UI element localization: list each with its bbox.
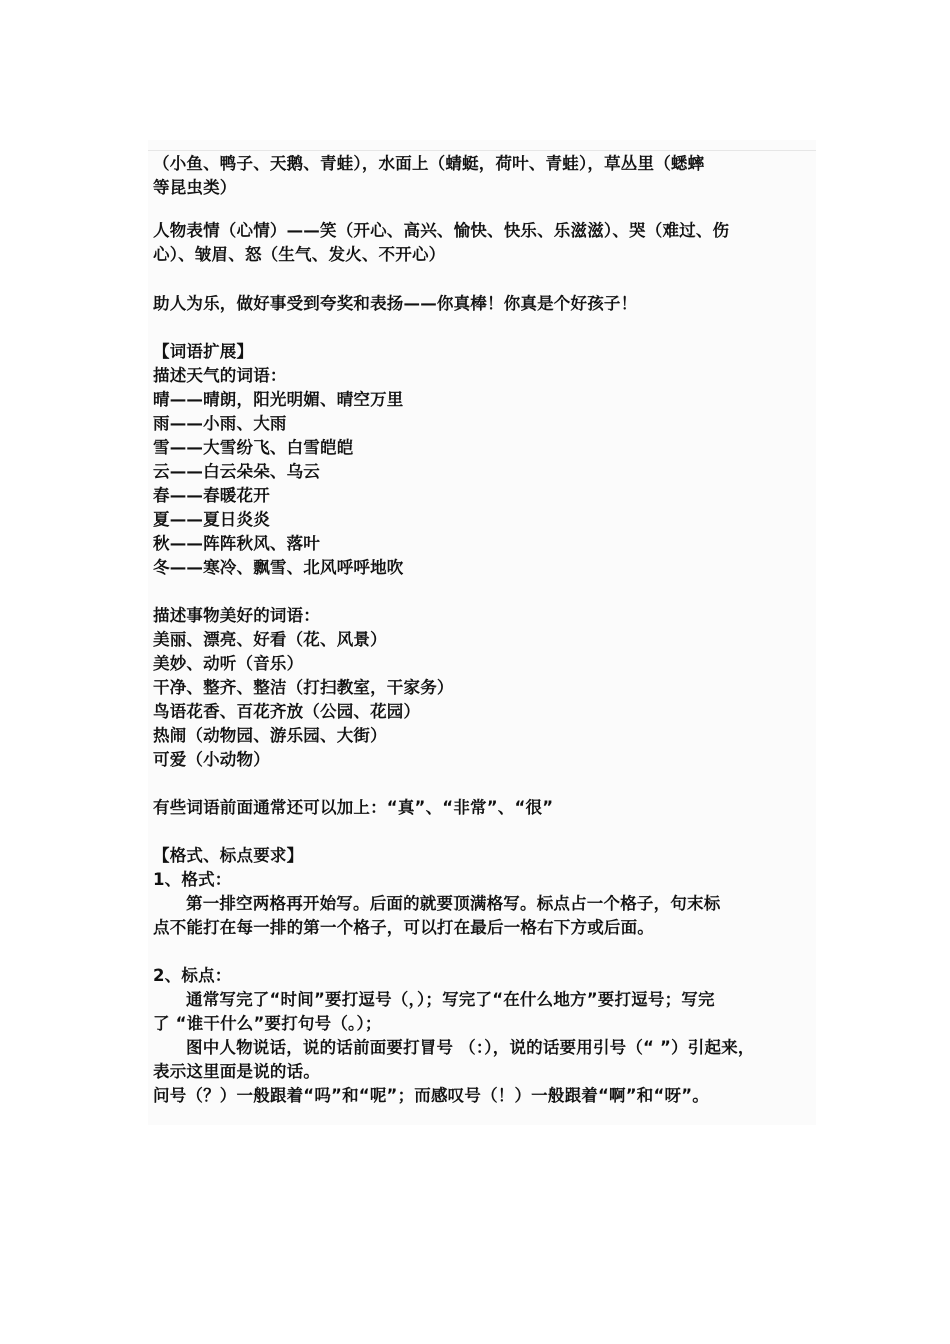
text-line: 人物表情（心情）——笑（开心、高兴、愉快、快乐、乐滋滋）、哭（难过、伤 xyxy=(153,221,730,240)
paragraph-line: 图中人物说话，说的话前面要打冒号 （：），说的话要用引号（“ ”）引起来， xyxy=(186,1038,755,1057)
text-line: 心）、皱眉、怒（生气、发火、不开心） xyxy=(153,245,446,264)
text-line: （小鱼、鸭子、天鹅、青蛙），水面上（蜻蜓，荷叶、青蛙），草丛里（蟋蟀 xyxy=(153,154,705,173)
list-item: 秋——阵阵秋风、落叶 xyxy=(153,534,320,553)
paragraph-line: 点不能打在每一排的第一个格子，可以打在最后一格右下方或后面。 xyxy=(153,918,654,937)
list-item: 美妙、动听（音乐） xyxy=(153,654,304,673)
text-line: 助人为乐，做好事受到夸奖和表扬——你真棒！你真是个好孩子！ xyxy=(153,294,638,313)
paragraph-line: 第一排空两格再开始写。后面的就要顶满格写。标点占一个格子，句末标 xyxy=(186,894,721,913)
section-heading: 【词语扩展】 xyxy=(153,342,254,361)
list-item: 美丽、漂亮、好看（花、风景） xyxy=(153,630,387,649)
list-item: 晴——晴朗，阳光明媚、晴空万里 xyxy=(153,390,404,409)
paragraph-line: 通常写完了“时间”要打逗号（，）；写完了“在什么地方”要打逗号；写完 xyxy=(186,990,715,1009)
scan-edge-divider xyxy=(148,150,816,151)
list-item: 雪——大雪纷飞、白雪皑皑 xyxy=(153,438,354,457)
list-item: 热闹（动物园、游乐园、大街） xyxy=(153,726,387,745)
list-item: 云——白云朵朵、乌云 xyxy=(153,462,320,481)
list-item: 冬——寒冷、飘雪、北风呼呼地吹 xyxy=(153,558,404,577)
subsection-heading: 1、格式： xyxy=(153,870,232,889)
paragraph-line: 表示这里面是说的话。 xyxy=(153,1062,320,1081)
list-item: 春——春暖花开 xyxy=(153,486,270,505)
list-item: 鸟语花香、百花齐放（公园、花园） xyxy=(153,702,421,721)
list-item: 雨——小雨、大雨 xyxy=(153,414,287,433)
text-line: 有些词语前面通常还可以加上：“真”、“非常”、“很” xyxy=(153,798,554,817)
subsection-heading: 描述事物美好的词语： xyxy=(153,606,320,625)
subsection-heading: 描述天气的词语： xyxy=(153,366,287,385)
section-heading: 【格式、标点要求】 xyxy=(153,846,304,865)
text-line: 等昆虫类） xyxy=(153,178,237,197)
list-item: 夏——夏日炎炎 xyxy=(153,510,270,529)
subsection-heading: 2、标点： xyxy=(153,966,232,985)
paragraph-line: 了 “谁干什么”要打句号（。）； xyxy=(153,1014,382,1033)
paragraph-line: 问号（？）一般跟着“吗”和“呢”；而感叹号（！）一般跟着“啊”和“呀”。 xyxy=(153,1086,709,1105)
list-item: 可爱（小动物） xyxy=(153,750,270,769)
list-item: 干净、整齐、整洁（打扫教室，干家务） xyxy=(153,678,454,697)
